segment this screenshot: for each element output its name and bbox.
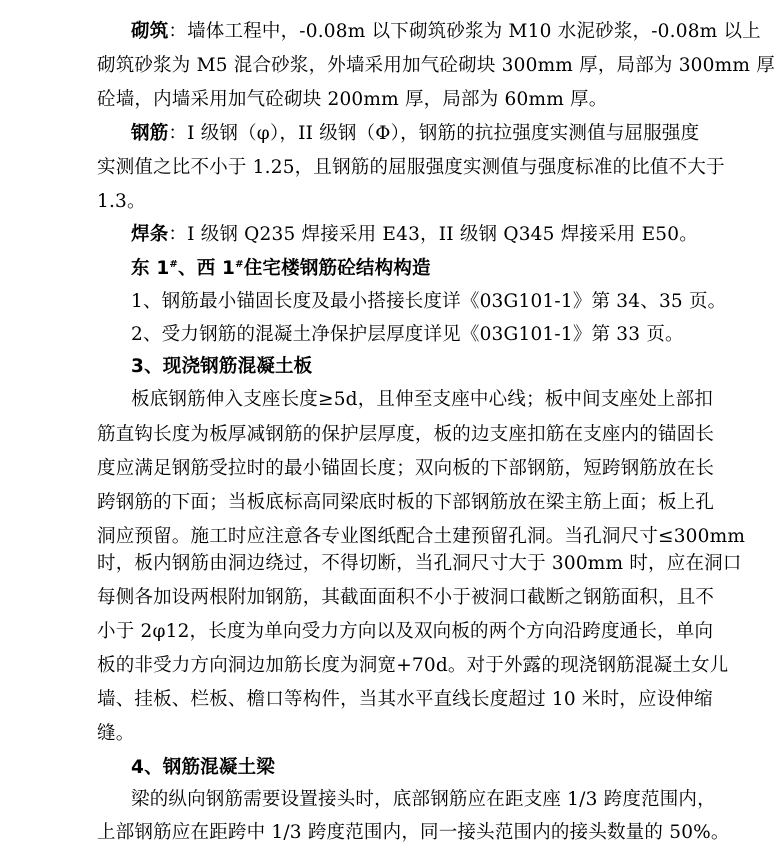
subsection-heading-slab: 3、现浇钢筋混凝土板 bbox=[131, 356, 313, 377]
slab-line: 筋直钩长度为板厚减钢筋的保护层厚度，板的边支座扣筋在支座内的锚固长 bbox=[97, 424, 715, 445]
masonry-label: 砌筑 bbox=[131, 21, 169, 42]
rebar-line-1: 钢筋：I 级钢（φ），II 级钢（Φ），钢筋的抗拉强度实测值与屈服强度 bbox=[131, 123, 700, 144]
list-item: 1、钢筋最小锚固长度及最小搭接长度详《03G101-1》第 34、35 页。 bbox=[131, 291, 727, 312]
slab-line: 板的非受力方向洞边加筋长度为洞宽+70d。对于外露的现浇钢筋混凝土女儿 bbox=[97, 655, 729, 676]
slab-line: 度应满足钢筋受拉时的最小锚固长度；双向板的下部钢筋，短跨钢筋放在长 bbox=[97, 458, 715, 479]
rebar-label: 钢筋 bbox=[131, 123, 169, 144]
slab-line: 每侧各加设两根附加钢筋，其截面面积不小于被洞口截断之钢筋面积，且不 bbox=[97, 587, 715, 608]
section-heading: 东 1#、西 1#住宅楼钢筋砼结构构造 bbox=[131, 258, 431, 279]
rebar-line-2: 实测值之比不小于 1.25，且钢筋的屈服强度实测值与强度标准的比值不大于 bbox=[97, 157, 725, 178]
slab-line: 时，板内钢筋由洞边绕过，不得切断，当孔洞尺寸大于 300mm 时，应在洞口 bbox=[97, 553, 742, 574]
list-item: 2、受力钢筋的混凝土净保护层厚度详见《03G101-1》第 33 页。 bbox=[131, 324, 684, 345]
subsection-heading-beam: 4、钢筋混凝土梁 bbox=[131, 757, 275, 778]
slab-line: 板底钢筋伸入支座长度≥5d，且伸至支座中心线；板中间支座处上部扣 bbox=[131, 389, 714, 410]
masonry-line-2: 砌筑砂浆为 M5 混合砂浆，外墙采用加气砼砌块 300mm 厚，局部为 300mm 厚 bbox=[97, 55, 775, 76]
rebar-line-3: 1.3。 bbox=[97, 191, 146, 212]
slab-line: 跨钢筋的下面；当板底标高同梁底时板的下部钢筋放在梁主筋上面；板上孔 bbox=[97, 492, 715, 513]
slab-line: 墙、挂板、栏板、檐口等构件，当其水平直线长度超过 10 米时，应设伸缩 bbox=[97, 689, 713, 710]
beam-line: 上部钢筋应在距跨中 1/3 跨度范围内，同一接头范围内的接头数量的 50%。 bbox=[97, 822, 730, 843]
electrode-line: 焊条：I 级钢 Q235 焊接采用 E43，II 级钢 Q345 焊接采用 E50。 bbox=[131, 224, 698, 245]
electrode-label: 焊条 bbox=[131, 224, 169, 245]
slab-line: 小于 2φ12，长度为单向受力方向以及双向板的两个方向沿跨度通长，单向 bbox=[97, 621, 714, 642]
masonry-line-3: 砼墙，内墙采用加气砼砌块 200mm 厚，局部为 60mm 厚。 bbox=[97, 89, 608, 110]
slab-line: 缝。 bbox=[97, 723, 135, 744]
slab-line: 洞应预留。施工时应注意各专业图纸配合土建预留孔洞。当孔洞尺寸≤300mm bbox=[97, 526, 746, 547]
masonry-line-1: 砌筑：墙体工程中，-0.08m 以下砌筑砂浆为 M10 水泥砂浆，-0.08m 以上 bbox=[131, 21, 761, 42]
beam-line: 梁的纵向钢筋需要设置接头时，底部钢筋应在距支座 1/3 跨度范围内， bbox=[131, 789, 716, 810]
